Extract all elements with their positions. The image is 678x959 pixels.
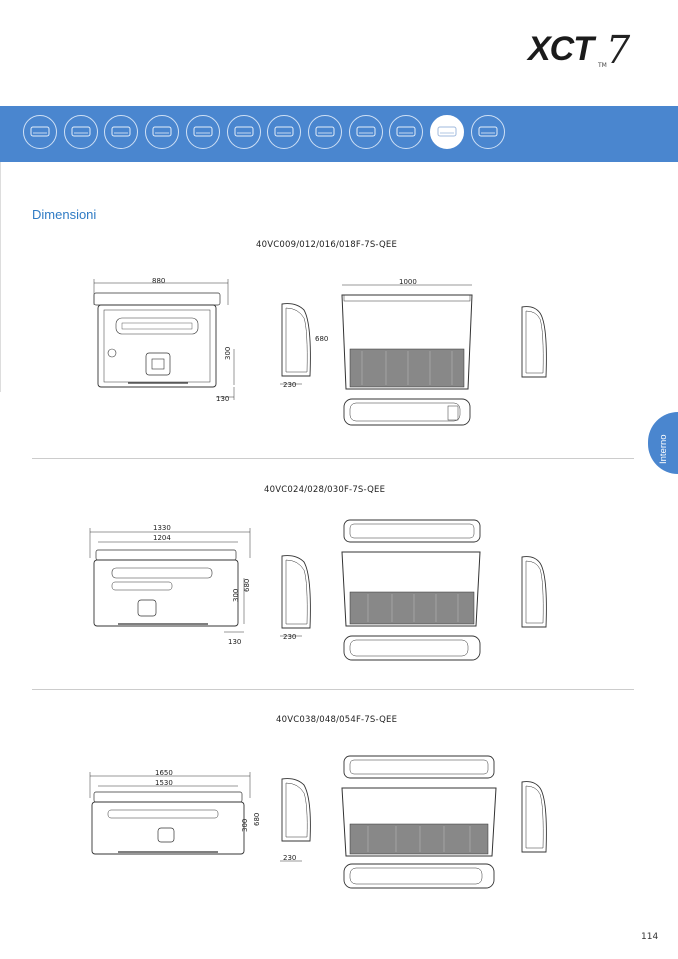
dim-inner-width-2: 1204 (153, 534, 171, 542)
dim-height-3: 680 (253, 812, 261, 826)
unit-side-profile-1b (518, 305, 550, 380)
logo-suffix: 7 (606, 28, 631, 72)
dim-offset-1: 130 (216, 395, 230, 403)
unit-front-view-3 (340, 752, 500, 892)
model-title-1: 40VC009/012/016/018F-7S-QEE (256, 240, 398, 250)
model-title-2: 40VC024/028/030F-7S-QEE (264, 485, 386, 495)
dim-height-2: 680 (243, 578, 251, 592)
dim-width-3: 1650 (155, 769, 173, 777)
dim-side-2: 230 (283, 633, 297, 641)
model-title-3: 40VC038/048/054F-7S-QEE (276, 715, 398, 725)
unit-side-profile-3 (276, 775, 316, 857)
logo-trademark: TM (598, 62, 607, 69)
unit-front-view-2 (338, 518, 486, 666)
dim-depth-2: 300 (232, 588, 240, 602)
unit-side-profile-3b (518, 780, 550, 855)
unit-side-profile-1 (276, 300, 316, 382)
dim-width-1: 880 (152, 277, 166, 285)
dim-side-1: 230 (283, 381, 297, 389)
dim-inner-width-3: 1530 (155, 779, 173, 787)
dim-front-width-1: 1000 (399, 278, 417, 286)
divider-1 (32, 458, 634, 459)
unit-rear-view-3 (88, 772, 268, 862)
dim-width-2: 1330 (153, 524, 171, 532)
unit-front-view-1 (338, 285, 478, 433)
logo-text: XCT (528, 30, 593, 68)
unit-side-profile-2b (518, 555, 550, 630)
unit-rear-view-2 (88, 528, 268, 648)
section-title: Dimensioni (32, 207, 97, 222)
unit-side-profile-2 (276, 552, 316, 634)
dim-side-3: 230 (283, 854, 297, 862)
divider-2 (32, 689, 634, 690)
dim-height-1: 680 (315, 335, 329, 343)
dim-depth-1: 300 (224, 346, 232, 360)
dim-offset-2: 130 (228, 638, 242, 646)
page-number: 114 (641, 932, 659, 942)
dim-depth-3: 300 (241, 818, 249, 832)
side-tab-label: Interno (658, 434, 669, 464)
